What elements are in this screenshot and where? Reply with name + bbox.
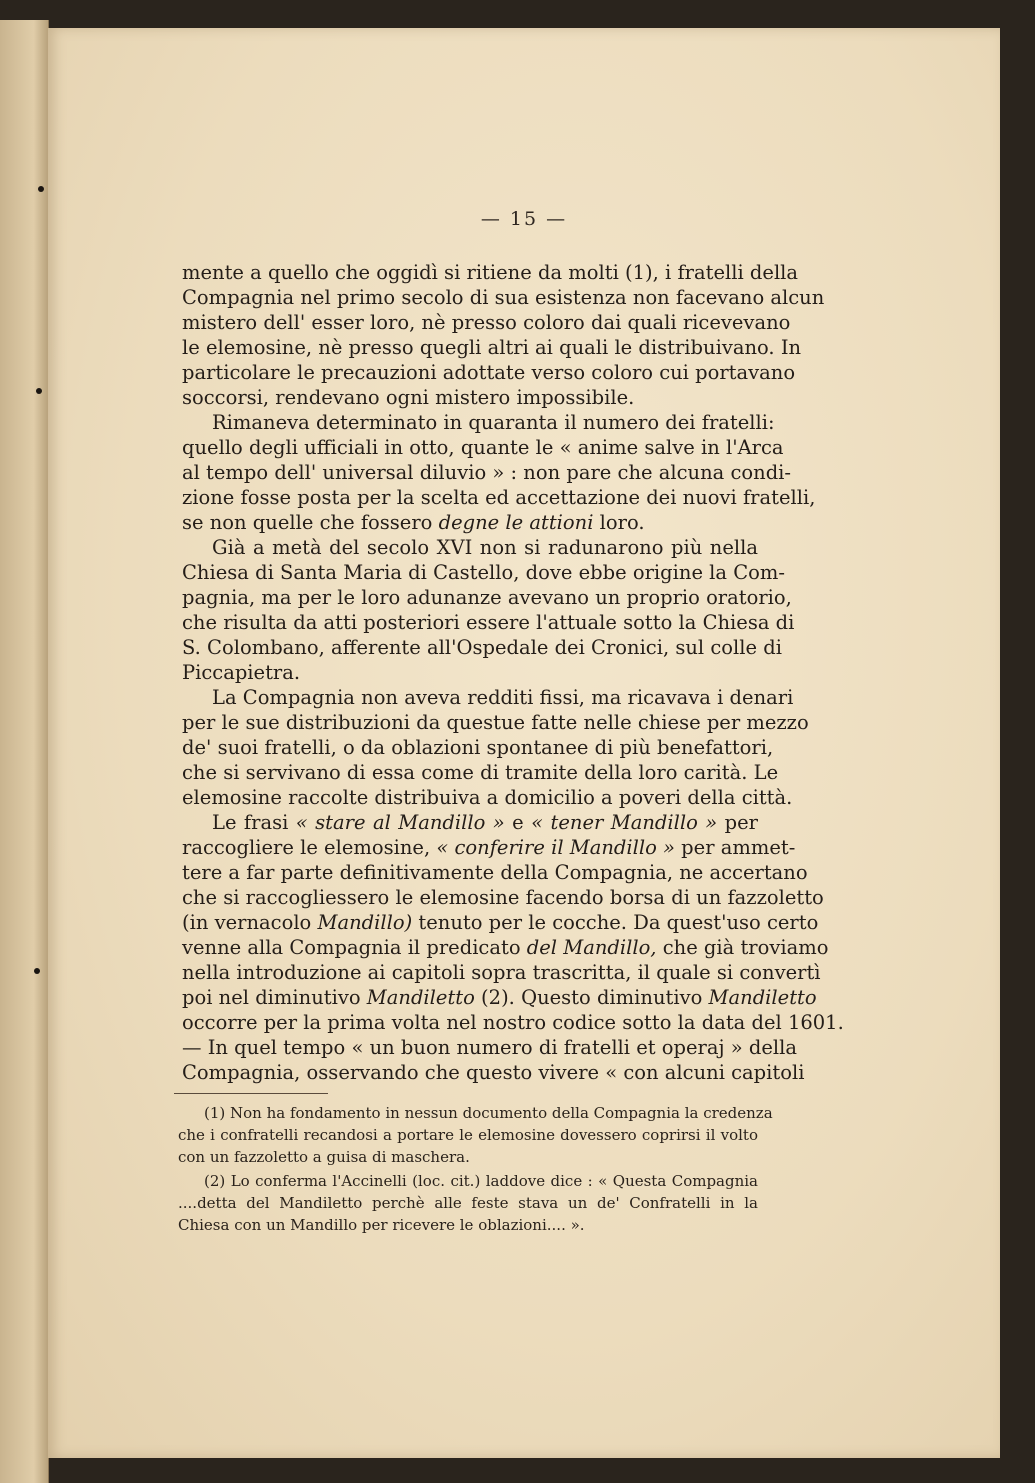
body-line: Rimaneva determinato in quaranta il numero dei fratelli: [212,411,775,434]
footnote-line: che i confratelli recandosi a portare le elemosine dovessero coprirsi il volto [178,1126,758,1144]
facing-page-edge [0,20,49,1483]
text-run: Le frasi [212,811,289,834]
body-line [182,910,819,935]
footnote-line: ....detta del Mandiletto perchè alle feste stava un de' Confratelli in la [178,1194,758,1212]
book-page [48,28,1000,1458]
footnote-rule [174,1093,328,1094]
body-line: de' suoi fratelli, o da oblazioni spontanee di più benefattori, [182,736,774,759]
body-line [182,935,829,960]
body-line: La Compagnia non aveva redditi fissi, ma ricavava i denari [212,686,794,709]
body-line: Compagnia, osservando che questo vivere « con alcuni capitoli [182,1061,805,1084]
body-line: soccorsi, rendevano ogni mistero impossibile. [182,386,635,409]
text-run: venne alla Compagnia il predicato [182,936,521,959]
body-line [182,835,796,860]
text-run: loro. [593,511,645,534]
binding-mark [38,186,44,192]
footnote-line: (1) Non ha fondamento in nessun documento della Compagnia la credenza [204,1104,773,1122]
body-line: le elemosine, nè presso quegli altri ai quali le distribuivano. In [182,336,802,359]
footnote-line: Chiesa con un Mandillo per ricevere le oblazioni.... ». [178,1216,585,1234]
text-run: e [504,811,532,834]
body-line: zione fosse posta per la scelta ed accettazione dei nuovi fratelli, [182,486,816,509]
body-line: elemosine raccolte distribuiva a domicilio a poveri della città. [182,786,793,809]
body-line [182,510,758,535]
page-number: — 15 — [480,208,568,230]
body-line: particolare le precauzioni adottate verso coloro cui portavano [182,361,796,384]
italic-run: « conferire il Mandillo » [436,836,675,859]
italic-run: Mandiletto [366,986,475,1009]
text-run: (2). Questo diminutivo [474,986,709,1009]
body-line: che risulta da atti posteriori essere l'attuale sotto la Chiesa di [182,611,795,634]
italic-run: « tener Mandillo » [531,811,718,834]
body-line: occorre per la prima volta nel nostro codice sotto la data del 1601. [182,1011,844,1034]
italic-run: « stare al Mandillo » [295,811,505,834]
italic-run: Mandiletto [708,986,817,1009]
body-line: che si servivano di essa come di tramite della loro carità. Le [182,761,779,784]
body-line: S. Colombano, afferente all'Ospedale dei Cronici, sul colle di [182,636,782,659]
body-line: nella introduzione ai capitoli sopra trascritta, il quale si convertì [182,961,821,984]
text-run: poi nel diminutivo [182,986,361,1009]
body-line: Già a metà del secolo XVI non si radunarono più nella [212,536,758,559]
body-line: al tempo dell' universal diluvio » : non pare che alcuna condi- [182,461,792,484]
text-run: che già troviamo [656,936,829,959]
body-line: per le sue distribuzioni da questue fatte nelle chiese per mezzo [182,711,809,734]
body-line [182,985,817,1010]
body-line: Compagnia nel primo secolo di sua esistenza non facevano alcun [182,286,825,309]
body-line: quello degli ufficiali in otto, quante le « anime salve in l'Arca [182,436,784,459]
body-line: — In quel tempo « un buon numero di fratelli et operaj » della [182,1036,798,1059]
body-line [182,810,758,835]
footnote-line: con un fazzoletto a guisa di maschera. [178,1148,470,1166]
text-run: tenuto per le cocche. Da quest'uso certo [412,911,819,934]
italic-run: del Mandillo, [526,936,657,959]
text-run: (in vernacolo [182,911,312,934]
body-line: mistero dell' esser loro, nè presso coloro dai quali ricevevano [182,311,791,334]
body-line: Chiesa di Santa Maria di Castello, dove ebbe origine la Com- [182,561,785,584]
text-run: se non quelle che fossero [182,511,433,534]
body-line: tere a far parte definitivamente della Compagnia, ne accertano [182,861,808,884]
italic-run: Mandillo) [317,911,413,934]
binding-mark [34,968,40,974]
text-run: per ammet- [674,836,796,859]
text-run: raccogliere le elemosine, [182,836,431,859]
body-line: che si raccogliessero le elemosine facendo borsa di un fazzoletto [182,886,824,909]
body-line: pagnia, ma per le loro adunanze avevano un proprio oratorio, [182,586,792,609]
body-line: Piccapietra. [182,661,301,684]
text-run: per [717,811,759,834]
italic-run: degne le attioni [438,511,594,534]
binding-mark [36,388,42,394]
body-line: mente a quello che oggidì si ritiene da molti (1), i fratelli della [182,261,799,284]
footnote-line: (2) Lo conferma l'Accinelli (loc. cit.) laddove dice : « Questa Compagnia [204,1172,758,1190]
